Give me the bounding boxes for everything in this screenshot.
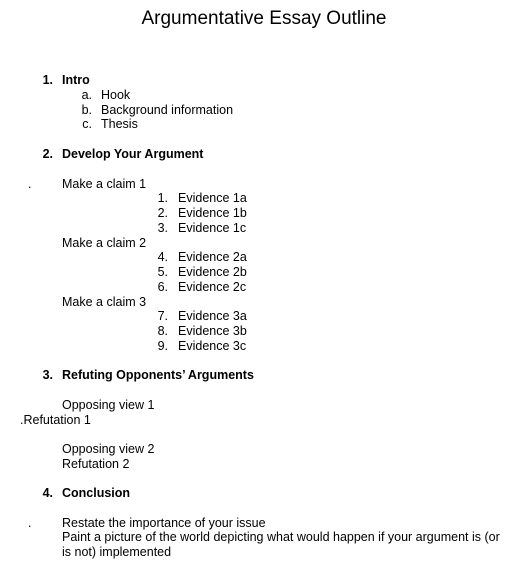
- evidence-item: Evidence 3b: [178, 324, 247, 338]
- evidence-item: Evidence 2a: [178, 250, 247, 264]
- conclusion-line: Paint a picture of the world depicting what would happen if your argument is (or: [62, 530, 500, 544]
- evidence-item: Evidence 2b: [178, 265, 247, 279]
- section-3-number: 3.: [42, 368, 53, 382]
- section-4-heading: Conclusion: [62, 486, 131, 500]
- conclusion-line: Restate the importance of your issue: [62, 516, 266, 530]
- intro-item: Background information: [101, 103, 234, 117]
- evidence-item: Evidence 1b: [178, 206, 247, 220]
- evidence-item: Evidence 3a: [178, 309, 247, 323]
- opposing-view-2: Opposing view 2: [62, 442, 155, 456]
- claim-2: Make a claim 2: [62, 236, 147, 250]
- section-1-heading: Intro: [62, 73, 90, 87]
- intro-item: Hook: [101, 88, 131, 102]
- evidence-marker: 2.: [157, 206, 168, 220]
- evidence-marker: 4.: [157, 250, 168, 264]
- evidence-marker: 7.: [157, 309, 168, 323]
- claim-3: Make a claim 3: [62, 295, 147, 309]
- stray-dot: .: [28, 177, 32, 191]
- evidence-marker: 5.: [157, 265, 168, 279]
- stray-dot: .: [28, 516, 32, 530]
- evidence-marker: 9.: [157, 339, 168, 353]
- refutation-1: .Refutation 1: [20, 413, 91, 427]
- intro-item-marker: c.: [82, 117, 92, 131]
- evidence-item: Evidence 3c: [178, 339, 247, 353]
- evidence-marker: 6.: [157, 280, 168, 294]
- refutation-2: Refutation 2: [62, 457, 130, 471]
- intro-item-marker: b.: [81, 103, 92, 117]
- section-3-heading: Refuting Opponents’ Arguments: [62, 368, 254, 382]
- section-1-number: 1.: [42, 73, 53, 87]
- evidence-marker: 1.: [157, 191, 168, 205]
- claim-1: Make a claim 1: [62, 177, 147, 191]
- page-title: Argumentative Essay Outline: [141, 8, 387, 29]
- intro-item: Thesis: [101, 117, 138, 131]
- evidence-marker: 8.: [157, 324, 168, 338]
- intro-item-marker: a.: [81, 88, 92, 102]
- evidence-item: Evidence 1c: [178, 221, 247, 235]
- section-2-number: 2.: [42, 147, 53, 161]
- opposing-view-1: Opposing view 1: [62, 398, 155, 412]
- conclusion-line: is not) implemented: [62, 545, 172, 559]
- evidence-item: Evidence 2c: [178, 280, 247, 294]
- section-2-heading: Develop Your Argument: [62, 147, 204, 161]
- evidence-marker: 3.: [157, 221, 168, 235]
- section-4-number: 4.: [42, 486, 53, 500]
- evidence-item: Evidence 1a: [178, 191, 247, 205]
